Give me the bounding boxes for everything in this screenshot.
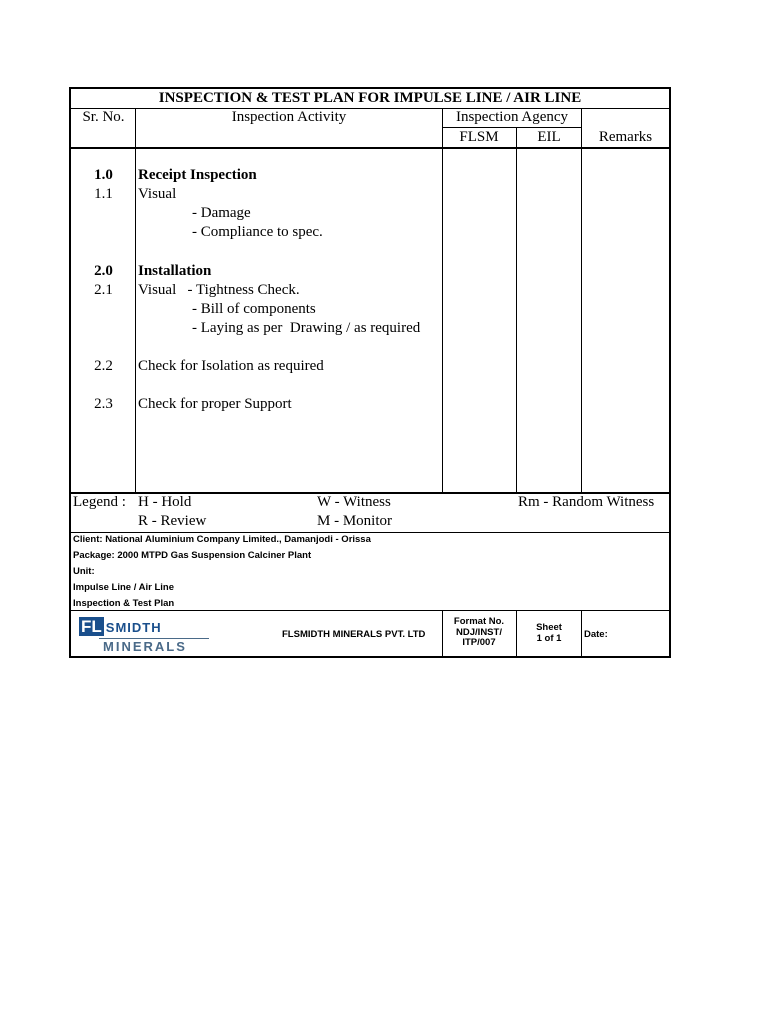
item-info: Impulse Line / Air Line [73,582,174,593]
sheet-number [516,623,582,644]
divider [71,532,669,533]
package-info: Package: 2000 MTPD Gas Suspension Calciner Plant [73,550,312,561]
header-inspection-activity: Inspection Activity [231,109,347,125]
row-text: Check for Isolation as required [138,358,324,374]
row-text: - Laying as per Drawing / as required [192,320,421,336]
row-text: Visual [138,186,177,202]
column-line [581,610,582,658]
itp-sheet [69,87,671,658]
row-number: 2.1 [94,282,113,298]
legend-random-witness: Rm - Random Witness [518,494,655,510]
format-number [442,617,516,649]
logo-fl-block: FL [81,617,102,636]
row-number: 1.1 [94,186,113,202]
header-eil: EIL [537,129,561,145]
header-inspection-agency: Inspection Agency [455,109,569,125]
date-label: Date: [584,629,608,640]
row-text: Visual - Tightness Check. [138,282,300,298]
format-value-2: ITP/007 [462,637,496,648]
legend-hold: H - Hold [138,494,192,510]
row-heading: Installation [138,263,212,279]
sheet-value: 1 of 1 [536,632,562,644]
row-text: Check for proper Support [138,396,292,412]
unit-info: Unit: [73,566,95,577]
row-text: - Damage [192,205,251,221]
sheet-label: Sheet [536,622,562,633]
row-text: - Compliance to spec. [192,224,323,240]
column-line [581,108,582,492]
legend-review: R - Review [138,513,207,529]
format-value-1: NDJ/INST/ [456,626,502,638]
divider [71,610,669,611]
row-number: 2.2 [94,358,113,374]
legend-label: Legend : [73,494,126,510]
row-number: 2.0 [94,263,113,279]
logo-smidth-text: SMIDTH [105,620,162,635]
divider [71,147,669,149]
column-line [442,108,443,492]
header-sr-no: Sr. No. [82,109,125,125]
header-flsm: FLSM [459,129,499,145]
column-line [516,128,517,492]
row-number: 2.3 [94,396,113,412]
format-label: Format No. [453,616,505,627]
page-title: INSPECTION & TEST PLAN FOR IMPULSE LINE / AIR LINE [158,90,582,106]
company-logo [77,615,211,655]
logo-minerals-text: MINERALS [103,639,187,654]
document-info: Inspection & Test Plan [73,598,175,609]
legend-monitor: M - Monitor [317,513,392,529]
client-info: Client: National Aluminium Company Limited., Damanjodi - Orissa [73,534,371,545]
row-text: - Bill of components [192,301,316,317]
company-name: FLSMIDTH MINERALS PVT. LTD [282,629,426,640]
legend-witness: W - Witness [317,494,391,510]
header-remarks: Remarks [598,129,653,145]
logo-mark [77,617,164,637]
row-heading: Receipt Inspection [138,167,257,183]
row-number: 1.0 [94,167,113,183]
